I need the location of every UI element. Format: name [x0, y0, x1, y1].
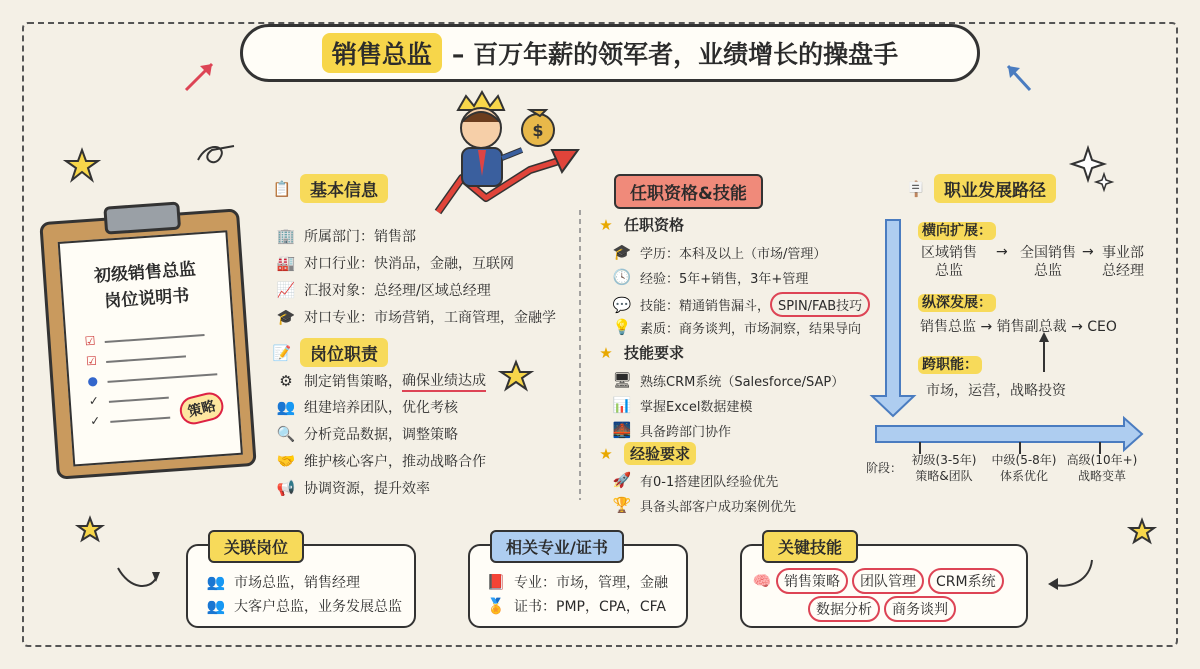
duty-item — [276, 451, 486, 471]
qualifications-sub2 — [596, 342, 684, 363]
star-icon — [78, 518, 102, 540]
skill-tag: 商务谈判 — [884, 596, 956, 622]
star-icon — [1130, 520, 1154, 542]
qualification-text: 素质：商务谈判，市场洞察，结果导向 — [640, 321, 862, 337]
timeline-stage — [1062, 452, 1142, 484]
basic-info-item — [276, 307, 556, 327]
timeline-stage — [984, 452, 1064, 484]
title-rest: – 百万年薪的领军者，业绩增长的操盘手 — [451, 40, 899, 69]
qualification-text: 经验：5年+销售，3年+管理 — [640, 271, 809, 287]
stage-line1: 初级(3-5年) — [911, 453, 977, 467]
page-title — [240, 24, 980, 82]
arrow-right-icon: → — [996, 244, 1008, 260]
duties-header — [272, 338, 388, 367]
timeline-stage — [904, 452, 984, 484]
star-icon: ★ — [599, 444, 613, 463]
skill-tag: CRM系统 — [928, 568, 1004, 594]
magnifier-icon: 🔍 — [276, 425, 296, 443]
swirl-arrow-icon — [198, 146, 234, 162]
basic-info-text: 对口专业：市场营销，工商管理，金融学 — [304, 310, 556, 326]
clipboard-clip — [103, 201, 181, 234]
bridge-icon: 🌉 — [612, 421, 632, 439]
star-icon: ★ — [599, 215, 613, 234]
qualification-item — [612, 292, 870, 317]
qualification-text: 学历：本科及以上（市场/管理） — [640, 246, 827, 262]
person-icon: ● — [86, 373, 99, 389]
lightbulb-icon: 💡 — [612, 318, 632, 336]
graduation-cap-icon: 🎓 — [276, 308, 296, 326]
related-position-item — [206, 596, 402, 616]
clipboard-line — [106, 355, 186, 363]
qualification-item — [612, 317, 861, 337]
career-cross — [918, 354, 982, 374]
arrow-right-icon: → — [1082, 244, 1094, 260]
stage-line2: 战略变革 — [1077, 469, 1126, 483]
graduation-cap-icon: 🎓 — [612, 243, 632, 261]
skill-item — [612, 420, 731, 440]
qualifications-sub2-label: 技能要求 — [624, 344, 685, 362]
stage-line2: 体系优化 — [999, 469, 1048, 483]
career-vertical-text: 销售总监 → 销售副总裁 → CEO — [920, 319, 1117, 335]
stage-line2: 策略&团队 — [915, 469, 973, 483]
svg-text:$: $ — [532, 121, 544, 140]
checkbox-icon: ☑ — [84, 333, 96, 349]
duty-text: 组建培养团队，优化考核 — [304, 400, 458, 416]
related-positions-box — [186, 538, 416, 628]
related-position-text: 大客户总监，业务发展总监 — [234, 599, 402, 615]
people-icon: 👥 — [206, 573, 226, 591]
key-skills-row — [752, 568, 1004, 594]
related-majors-heading: 相关专业/证书 — [490, 530, 624, 563]
building-icon: 🏢 — [276, 227, 296, 245]
qualifications-sub1-label: 任职资格 — [624, 216, 685, 234]
check-icon: ✓ — [89, 413, 101, 429]
star-icon — [1096, 174, 1112, 190]
skill-tag: 销售策略 — [776, 568, 848, 594]
career-heading: 职业发展路径 — [934, 174, 1056, 203]
qualifications-heading: 任职资格&技能 — [614, 174, 763, 209]
skill-tag: 团队管理 — [852, 568, 924, 594]
qualification-item — [612, 242, 826, 262]
spreadsheet-icon: 📊 — [612, 396, 632, 414]
megaphone-icon: 📢 — [276, 479, 296, 497]
career-step: 全国销售总监 — [1020, 245, 1076, 279]
career-vertical — [918, 292, 996, 312]
career-cross-label: 跨职能： — [918, 356, 982, 374]
basic-info-item — [276, 280, 491, 300]
stage-line1: 中级(5-8年) — [991, 453, 1057, 467]
duty-item — [276, 370, 486, 392]
brain-icon: 🧠 — [752, 572, 772, 590]
related-position-item — [206, 572, 360, 592]
related-major-item — [486, 572, 668, 592]
basic-info-header — [272, 174, 388, 203]
businessman-icon — [458, 92, 522, 186]
key-skills-row — [808, 596, 956, 622]
clipboard-line — [105, 334, 205, 343]
related-major-text: 证书：PMP，CPA，CFA — [514, 599, 666, 615]
experience-text: 具备头部客户成功案例优先 — [640, 499, 797, 515]
career-header — [906, 174, 1056, 203]
clipboard-title-line2: 岗位说明书 — [103, 286, 190, 312]
clipboard-line — [109, 397, 169, 403]
qualification-text: 技能：精通销售漏斗， — [640, 299, 771, 314]
basic-info-item — [276, 226, 416, 246]
clock-icon: 🕓 — [612, 268, 632, 286]
star-icon: ★ — [599, 343, 613, 362]
career-horizontal — [918, 220, 996, 240]
skill-text: 具备跨部门协作 — [640, 424, 732, 440]
basic-info-heading: 基本信息 — [300, 174, 388, 203]
handshake-icon: 🤝 — [276, 452, 296, 470]
checkbox-icon: ☑ — [85, 353, 98, 369]
monitor-icon: 🖥 — [612, 371, 632, 389]
basic-info-text: 汇报对象：总经理/区域总经理 — [304, 283, 491, 299]
trophy-icon: 🏆 — [612, 496, 632, 514]
skill-text: 掌握Excel数据建模 — [640, 399, 753, 415]
duty-text: 制定销售策略， — [304, 374, 402, 390]
star-icon — [66, 150, 98, 180]
report-icon: 📈 — [276, 281, 296, 299]
qualification-item — [612, 267, 808, 287]
gear-icon: ⚙ — [279, 372, 293, 390]
medal-icon: 🏅 — [486, 597, 506, 615]
clipboard-illustration — [39, 208, 257, 479]
duties-heading: 岗位职责 — [300, 338, 388, 367]
clipboard-line — [110, 417, 170, 423]
experience-item — [612, 470, 778, 490]
qualifications-sub3-label: 经验要求 — [624, 442, 696, 465]
duty-text: 维护核心客户，推动战略合作 — [304, 454, 486, 470]
career-vertical-label: 纵深发展： — [918, 294, 996, 312]
basic-info-item — [276, 253, 514, 273]
strategy-stamp: 策略 — [177, 390, 226, 428]
clipboard-paper — [58, 230, 243, 466]
book-icon: 📕 — [486, 573, 506, 591]
career-step: 事业部总经理 — [1102, 245, 1144, 279]
swirl-arrow-icon — [118, 568, 156, 586]
factory-icon: 🏭 — [276, 254, 296, 272]
duty-item — [276, 478, 430, 498]
duty-item — [276, 424, 458, 444]
document-icon: 📋 — [272, 179, 292, 198]
skill-item — [612, 395, 752, 415]
qualification-text-highlight: SPIN/FAB技巧 — [770, 292, 870, 317]
notepad-icon: 📝 — [272, 343, 292, 362]
experience-item — [612, 495, 796, 515]
key-skills-box — [740, 538, 1028, 628]
clipboard-title — [61, 254, 230, 317]
road-sign-icon: 🪧 — [906, 179, 926, 198]
related-major-text: 专业：市场，管理，金融 — [514, 575, 668, 591]
check-icon: ✓ — [88, 393, 100, 409]
star-icon — [501, 362, 531, 389]
people-icon: 👥 — [206, 597, 226, 615]
related-majors-box — [468, 538, 688, 628]
team-icon: 👥 — [276, 398, 296, 416]
clipboard-title-line1: 初级销售总监 — [93, 259, 197, 287]
related-position-text: 市场总监，销售经理 — [234, 575, 360, 591]
qualifications-header — [614, 174, 763, 209]
related-major-item — [486, 596, 666, 616]
career-vertical-arrow — [872, 220, 914, 416]
career-step: 区域销售总监 — [921, 245, 977, 279]
duty-item — [276, 397, 458, 417]
career-horizontal-label: 横向扩展： — [918, 222, 996, 240]
duty-text: 分析竞品数据，调整策略 — [304, 427, 458, 443]
chat-icon: 💬 — [612, 295, 632, 314]
skill-text: 熟练CRM系统（Salesforce/SAP） — [640, 374, 845, 390]
key-skills-heading: 关键技能 — [762, 530, 858, 563]
qualifications-sub3 — [596, 442, 696, 465]
basic-info-text: 所属部门：销售部 — [304, 229, 416, 245]
title-highlight: 销售总监 — [322, 33, 442, 73]
skill-tag: 数据分析 — [808, 596, 880, 622]
duty-text: 协调资源，提升效率 — [304, 481, 430, 497]
clipboard-line — [107, 373, 217, 383]
related-positions-heading: 关联岗位 — [208, 530, 304, 563]
skill-item — [612, 370, 844, 390]
qualifications-sub1 — [596, 214, 684, 235]
career-timeline-arrow — [876, 418, 1142, 450]
money-bag-icon — [522, 110, 554, 146]
duty-text-highlight: 确保业绩达成 — [402, 370, 486, 392]
basic-info-text: 对口行业：快消品，金融，互联网 — [304, 256, 514, 272]
career-cross-text: 市场，运营，战略投资 — [926, 383, 1066, 399]
rocket-icon: 🚀 — [612, 471, 632, 489]
star-icon — [1072, 148, 1104, 180]
stage-line1: 高级(10年+) — [1066, 453, 1138, 467]
experience-text: 有0-1搭建团队经验优先 — [640, 474, 779, 490]
timeline-label: 阶段： — [866, 461, 903, 475]
